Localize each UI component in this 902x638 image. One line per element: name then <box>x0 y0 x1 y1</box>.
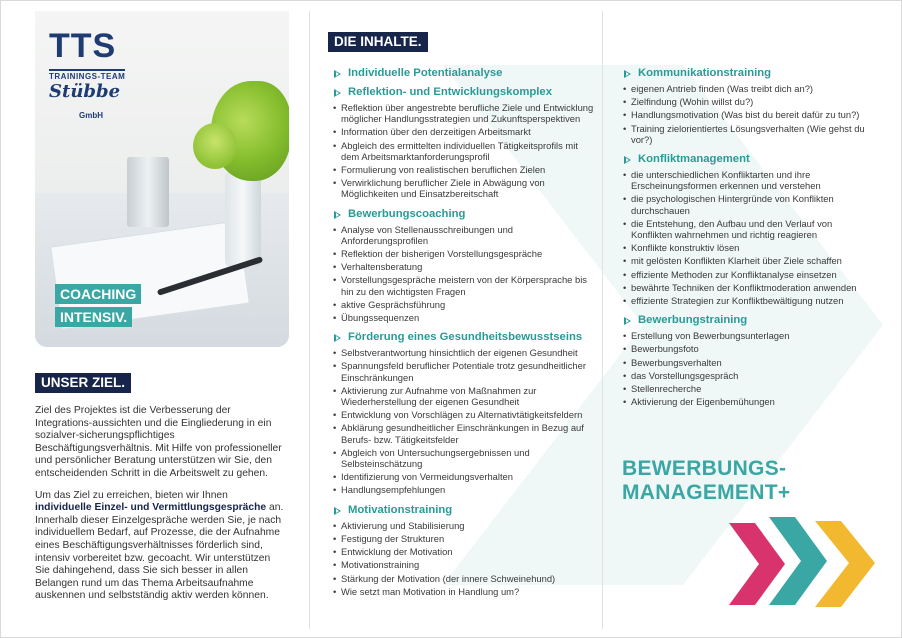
column-divider-right <box>602 11 603 629</box>
section-title: Bewerbungscoaching <box>332 208 594 221</box>
list-item: • Aktivierung zur Aufnahme von Maßnahmen zur Wiederherstellung der eigenen Gesundheit <box>332 385 594 407</box>
list-item: • Übungssequenzen <box>332 312 594 323</box>
mb-badge-text: MB <box>809 577 827 595</box>
section-konfliktmanagement <box>622 153 872 306</box>
section-item-list <box>622 330 872 407</box>
ziel-paragraph-1: Ziel des Projektes ist die Verbesserung der Integrations-aussichten und die Eingliederung in ein sozialver-sicherungspflichtiges Beschäftigungsverhältnis. Mit Hilfe von professioneller und persönlicher Beratung unterstützen wir Sie, den entscheidenden Schritt in die Arbeitswelt zu gehen. <box>35 405 282 479</box>
ziel-para2-bold: individuelle Einzel- und Vermittlungsgespräche <box>35 502 267 514</box>
bewerbungsmanagement-title <box>622 457 790 505</box>
list-item: • Bewerbungsfoto <box>622 343 872 354</box>
intensiv-tag: INTENSIV. <box>55 307 132 327</box>
list-item: • Wie setzt man Motivation in Handlung um? <box>332 586 594 597</box>
list-item: • Aktivierung der Eigenbemühungen <box>622 396 872 407</box>
list-item: • aktive Gesprächsführung <box>332 299 594 310</box>
inhalte-heading: DIE INHALTE. <box>328 32 428 52</box>
column-divider-left <box>309 11 310 629</box>
section-title: Reflektion- und Entwicklungskomplex <box>332 86 594 99</box>
section-kommunikationstraining <box>622 67 872 145</box>
ziel-body <box>35 405 287 612</box>
list-item: • Stellenrecherche <box>622 383 872 394</box>
list-item: • Training zielorientiertes Lösungsverhalten (Wie gehst du vor?) <box>622 123 872 145</box>
list-item: • Formulierung von realistischen beruflichen Zielen <box>332 164 594 175</box>
section-bewerbungscoaching <box>332 208 594 324</box>
logo-signature: Stübbe <box>49 81 121 102</box>
section-item-list <box>332 224 594 324</box>
list-item: • Handlungsempfehlungen <box>332 484 594 495</box>
logo-main-text: TTS <box>49 27 117 65</box>
list-item: • Selbstverantwortung hinsichtlich der eigenen Gesundheit <box>332 347 594 358</box>
list-item: • Information über den derzeitigen Arbeitsmarkt <box>332 126 594 137</box>
section-reflektion-und-entwicklungskomplex <box>332 86 594 200</box>
list-item: • eigenen Antrieb finden (Was treibt dich an?) <box>622 83 872 94</box>
bm-title-line2: MANAGEMENT+ <box>622 481 791 504</box>
coaching-tag-group <box>55 284 141 330</box>
list-item: • Festigung der Strukturen <box>332 533 594 544</box>
ziel-paragraph-2 <box>35 490 287 603</box>
list-item: • Reflektion über angestrebte berufliche Ziele und Entwicklung möglicher Handlungsstrategien und Zukunftsperspektiven <box>332 102 594 124</box>
list-item: • Vorstellungsgespräche meistern von der Körpersprache bis hin zu den wichtigsten Fragen <box>332 274 594 296</box>
list-item: • Spannungsfeld beruflicher Potentiale trotz gesundheitlicher Einschränkungen <box>332 360 594 382</box>
list-item: • Verwirklichung beruflicher Ziele in Abwägung von Möglichkeiten und Einsatzbereitschaft <box>332 177 594 199</box>
section-bewerbungstraining <box>622 314 872 407</box>
list-item: • die Entstehung, den Aufbau und den Verlauf von Konflikten wahrnehmen und richtig reagieren <box>622 218 872 240</box>
list-item: • mit gelösten Konflikten Klarheit über Ziele schaffen <box>622 255 872 266</box>
list-item: • Entwicklung von Vorschlägen zu Alternativtätigkeitsfeldern <box>332 409 594 420</box>
company-logo <box>49 29 141 139</box>
section-title: Individuelle Potentialanalyse <box>332 67 594 80</box>
section-item-list <box>622 83 872 145</box>
section-title: Motivationstraining <box>332 504 594 517</box>
list-item: • Entwicklung der Motivation <box>332 546 594 557</box>
list-item: • Motivationstraining <box>332 559 594 570</box>
logo-gmbh: GmbH <box>79 111 103 120</box>
list-item: • Aktivierung und Stabilisierung <box>332 520 594 531</box>
ziel-para2-pre: Um das Ziel zu erreichen, bieten wir Ihnen <box>35 489 228 501</box>
ziel-para2-post: an. Innerhalb dieser Einzelgespräche werden Sie, je nach individuellem Bedarf, auf Prozesse, die der Aufnahme eines Beschäftigungsverhältnisses förderlich sind, intensiv vorbereitet bzw. gecoacht. Wir unterstützen Sie dahingehend, dass Sie sich besser in allen Belangen rund um das Thema Arbeitsaufnahme auskennen und selbstständig aktiv werden können. <box>35 502 284 602</box>
ziel-heading: UNSER ZIEL. <box>35 373 131 393</box>
section-motivationstraining <box>332 504 594 597</box>
list-item: • Abgleich des ermittelten individuellen Tätigkeitsprofils mit dem Arbeitsmarktanforderungsprofil <box>332 140 594 162</box>
list-item: • Abklärung gesundheitlicher Einschränkungen in Bezug auf Berufs- bzw. Tätigkeitsfelder <box>332 422 594 444</box>
logo-sub-text: TRAININGS-TEAM <box>49 69 125 81</box>
list-item: • die psychologischen Hintergründe von Konflikten durchschauen <box>622 193 872 215</box>
list-item: • Handlungsmotivation (Was bist du bereit dafür zu tun?) <box>622 109 872 120</box>
section-title: Bewerbungstraining <box>622 314 872 327</box>
list-item: • die unterschiedlichen Konfliktarten und ihre Erscheinungsformen erkennen und verstehen <box>622 169 872 191</box>
section-item-list <box>332 102 594 200</box>
section-title: Konfliktmanagement <box>622 153 872 166</box>
chevron-pink <box>729 523 785 605</box>
list-item: • Konflikte konstruktiv lösen <box>622 242 872 253</box>
section-item-list <box>332 520 594 597</box>
mb-chevron-logo <box>729 517 879 611</box>
coaching-tag: COACHING <box>55 284 141 304</box>
list-item: • Analyse von Stellenausschreibungen und Anforderungsprofilen <box>332 224 594 246</box>
inhalte-right-column <box>622 67 872 415</box>
list-item: • Bewerbungsverhalten <box>622 357 872 368</box>
list-item: • Erstellung von Bewerbungsunterlagen <box>622 330 872 341</box>
list-item: • effiziente Methoden zur Konfliktanalyse einsetzen <box>622 269 872 280</box>
list-item: • Stärkung der Motivation (der innere Schweinehund) <box>332 573 594 584</box>
section-individuelle-potentialanalyse <box>332 67 594 80</box>
list-item: • Zielfindung (Wohin willst du?) <box>622 96 872 107</box>
list-item: • das Vorstellungsgespräch <box>622 370 872 381</box>
list-item: • Reflektion der bisherigen Vorstellungsgespräche <box>332 248 594 259</box>
list-item: • bewährte Techniken der Konfliktmoderation anwenden <box>622 282 872 293</box>
section-forderung-eines-gesundheitsbewusstseins <box>332 331 594 495</box>
bm-title-line1: BEWERBUNGS- <box>622 457 787 480</box>
section-title: Förderung eines Gesundheitsbewusstseins <box>332 331 594 344</box>
section-title: Kommunikationstraining <box>622 67 872 80</box>
inhalte-middle-column <box>332 67 594 605</box>
section-item-list <box>622 169 872 306</box>
list-item: • effiziente Strategien zur Konfliktbewältigung nutzen <box>622 295 872 306</box>
list-item: • Verhaltensberatung <box>332 261 594 272</box>
list-item: • Identifizierung von Vermeidungsverhalten <box>332 471 594 482</box>
section-item-list <box>332 347 594 495</box>
list-item: • Abgleich von Untersuchungsergebnissen und Selbsteinschätzung <box>332 447 594 469</box>
